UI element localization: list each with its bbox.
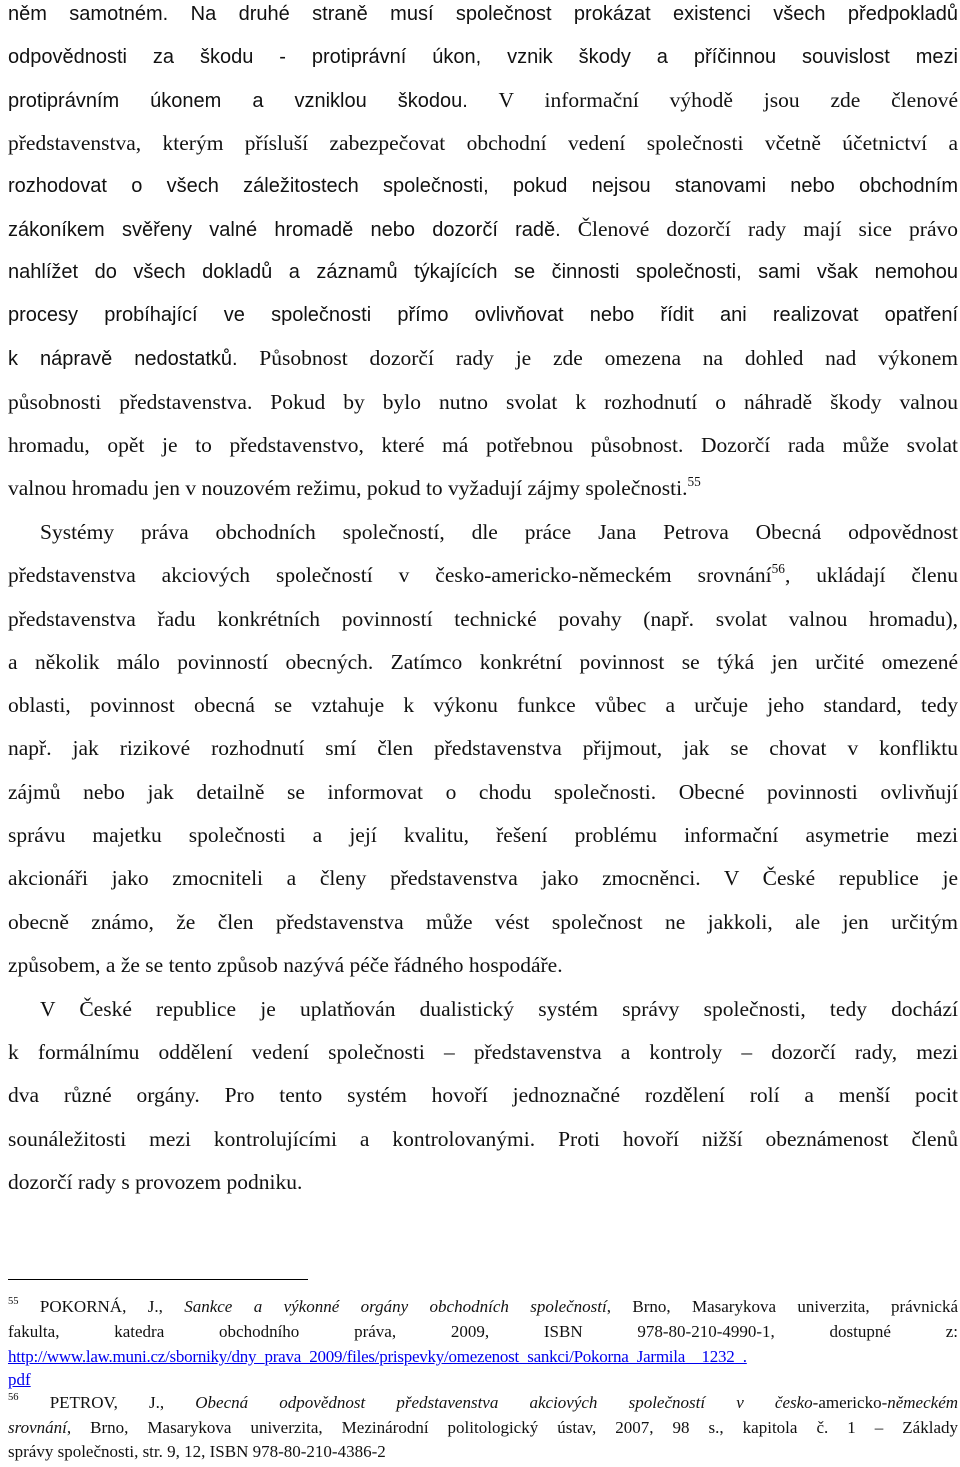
footnote-line bbox=[8, 1441, 958, 1463]
footnote-title: srovnání bbox=[8, 1418, 67, 1437]
body-line bbox=[8, 821, 958, 849]
footnote-link-continuation[interactable]: pdf bbox=[8, 1370, 31, 1389]
text-run: , ukládají členu bbox=[784, 563, 958, 587]
body-line bbox=[8, 778, 958, 806]
footnote-text: , Brno, Masarykova univerzita, Mezinárodní politologický ústav, 2007, 98 s., kapitola č. 1 – Základy bbox=[66, 1418, 958, 1437]
text-run: zákoníkem svěřeny valné hromadě nebo dozorčí radě. bbox=[8, 219, 561, 241]
text-run: správu majetku společnosti a její kvalitu, řešení problému informační asymetrie mezi bbox=[8, 823, 958, 847]
body-line bbox=[8, 908, 958, 936]
footnote-line bbox=[8, 1417, 958, 1439]
body-line bbox=[8, 258, 958, 286]
body-line bbox=[8, 1125, 958, 1153]
text-run: dozorčí rady s provozem podniku. bbox=[8, 1170, 303, 1194]
text-run: V České republice je uplatňován dualistický systém správy společnosti, tedy dochází bbox=[40, 997, 958, 1021]
text-run: Členové dozorčí rady mají sice právo bbox=[577, 217, 958, 241]
text-run: Dozorčí rada může svolat bbox=[700, 433, 958, 457]
footnote-text: fakulta, katedra obchodního práva, 2009, ISBN 978-80-210-4990-1, dostupné z: bbox=[8, 1322, 958, 1341]
text-run: sounáležitosti mezi kontrolujícími a kontrolovanými. Proti hovoří nižší obeznámenost členů bbox=[8, 1127, 958, 1151]
text-run: něm samotném. Na druhé straně musí společnost prokázat existenci všech předpokladů bbox=[8, 3, 958, 25]
body-line bbox=[8, 301, 958, 329]
body-line bbox=[8, 431, 958, 459]
body-line bbox=[8, 691, 958, 719]
footnote-title: Obecná odpovědnost představenstva akciových společností v česko- bbox=[195, 1393, 819, 1412]
footnote-author: PETROV, J., bbox=[49, 1393, 196, 1412]
text-run: představenstva, kterým přísluší zabezpečovat obchodní vedení společnosti včetně účetnictví a bbox=[8, 131, 958, 155]
body-line bbox=[8, 129, 958, 157]
footnote-line bbox=[8, 1369, 958, 1391]
footnote-line bbox=[8, 1321, 958, 1343]
body-line bbox=[8, 0, 958, 28]
text-run: působnosti představenstva. bbox=[8, 390, 253, 414]
text-run: oblasti, povinnost obecná se vztahuje k výkonu funkce vůbec a určuje jeho standard, tedy bbox=[8, 693, 958, 717]
text-run: k formálnímu oddělení vedení společnosti – představenstva a kontroly – dozorčí rady, mezi bbox=[8, 1040, 958, 1064]
body-line bbox=[8, 43, 958, 71]
text-run: způsobem, a že se tento způsob nazývá péče řádného hospodáře. bbox=[8, 953, 563, 977]
body-line bbox=[8, 864, 958, 892]
footnote-line bbox=[8, 1346, 958, 1368]
body-line bbox=[8, 172, 958, 200]
text-run: V informační výhodě jsou zde členové bbox=[498, 88, 958, 112]
body-line bbox=[8, 344, 958, 373]
text-run: Působnost dozorčí rady je zde omezena na dohled nad výkonem bbox=[259, 346, 958, 370]
footnote-ref-55[interactable]: 55 bbox=[687, 473, 701, 489]
text-run: nahlížet do všech dokladů a záznamů týkajících se činnosti společnosti, sami však nemohou bbox=[8, 261, 958, 283]
body-line bbox=[8, 215, 958, 244]
body-line bbox=[8, 605, 958, 633]
text-run: a několik málo povinností obecných. Zatímco konkrétní povinnost se týká jen určité omezené bbox=[8, 650, 958, 674]
body-line bbox=[8, 518, 958, 546]
footnote-link[interactable]: http://www.law.muni.cz/sborniky/dny_prava_2009/files/prispevky/omezenost_sankci/Pokorna_Jarmila__1232_. bbox=[8, 1347, 747, 1366]
body-line bbox=[8, 995, 958, 1023]
text-run: např. jak rizikové rozhodnutí smí člen představenstva přijmout, jak se chovat v konfliktu bbox=[8, 736, 958, 760]
body-line bbox=[8, 474, 958, 502]
footnote-separator bbox=[8, 1279, 308, 1280]
footnote-title: Sankce a výkonné orgány obchodních společností bbox=[184, 1297, 607, 1316]
text-run: hromadu, opět je to představenstvo, které má potřebnou působnost. bbox=[8, 433, 684, 457]
text-run: Systémy práva obchodních společností, dle práce Jana Petrova Obecná odpovědnost bbox=[40, 520, 958, 544]
text-run: odpovědnosti za škodu - protiprávní úkon, vznik škody a příčinnou souvislost mezi bbox=[8, 46, 958, 68]
text-run: zájmů nebo jak detailně se informovat o chodu společnosti. Obecné povinnosti ovlivňují bbox=[8, 780, 958, 804]
body-line bbox=[8, 561, 958, 589]
text-run: představenstva řadu konkrétních povinností technické povahy (např. svolat valnou hromadu), bbox=[8, 607, 958, 631]
footnote-text: , Brno, Masarykova univerzita, právnická bbox=[606, 1297, 958, 1316]
body-line bbox=[8, 1168, 958, 1196]
footnote-text: správy společnosti, str. 9, 12, ISBN 978-80-210-4386-2 bbox=[8, 1442, 386, 1461]
text-run: dva různé orgány. Pro tento systém hovoří jednoznačné rozdělení rolí a menší pocit bbox=[8, 1083, 958, 1107]
text-run: akcionáři jako zmocniteli a členy představenstva jako zmocněnci. V České republice je bbox=[8, 866, 958, 890]
footnote-author: POKORNÁ, J., bbox=[39, 1297, 185, 1316]
footnote-number: 55 bbox=[8, 1296, 19, 1308]
body-line bbox=[8, 734, 958, 762]
text-run: protiprávním úkonem a vzniklou škodou. bbox=[8, 90, 468, 112]
footnote-title: německém bbox=[887, 1393, 959, 1412]
body-line bbox=[8, 388, 958, 416]
body-line bbox=[8, 86, 958, 115]
text-run: k nápravě nedostatků. bbox=[8, 348, 238, 370]
text-run: valnou hromadu jen v nouzovém režimu, pokud to vyžadují zájmy společnosti. bbox=[8, 476, 688, 500]
body-line bbox=[8, 648, 958, 676]
footnote-number: 56 bbox=[8, 1392, 19, 1404]
footnote-text: americko- bbox=[818, 1393, 888, 1412]
text-run: rozhodovat o všech záležitostech společnosti, pokud nejsou stanovami nebo obchodním bbox=[8, 175, 958, 197]
body-line bbox=[8, 1081, 958, 1109]
text-run: procesy probíhající ve společnosti přímo ovlivňovat nebo řídit ani realizovat opatření bbox=[8, 304, 958, 326]
footnote-ref-56[interactable]: 56 bbox=[771, 560, 785, 576]
body-line bbox=[8, 1038, 958, 1066]
footnote-56 bbox=[8, 1392, 958, 1414]
text-run: Pokud by bylo nutno svolat k rozhodnutí o náhradě škody valnou bbox=[270, 390, 958, 414]
footnote-55 bbox=[8, 1296, 958, 1318]
body-line bbox=[8, 951, 958, 979]
text-run: představenstva akciových společností v česko-americko-německém srovnání bbox=[8, 563, 772, 587]
text-run: obecně známo, že člen představenstva může vést společnost ne jakkoli, ale jen určitým bbox=[8, 910, 958, 934]
